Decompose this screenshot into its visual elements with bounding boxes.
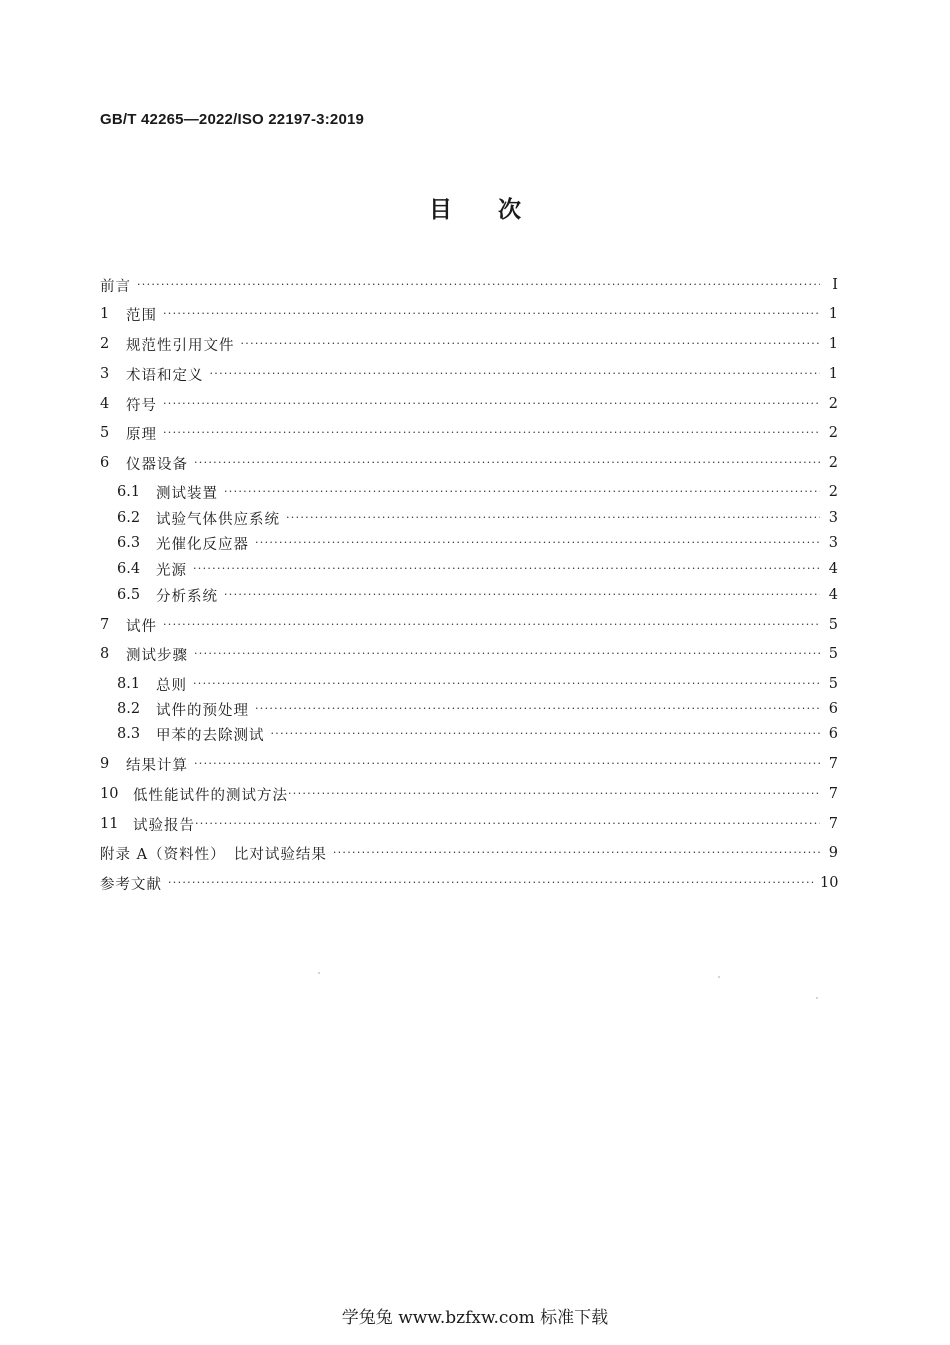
toc-entry-label: 试验气体供应系统 (156, 511, 280, 528)
toc-entry-label: 试件的预处理 (156, 702, 249, 719)
watermark-footer: 学兔兔 www.bzfxw.com 标准下载 (341, 1308, 609, 1328)
toc-entry-page: Ⅰ (832, 277, 838, 293)
toc-entry-number: 6.5 (117, 587, 141, 603)
toc-entry-6-5[interactable] (117, 584, 838, 606)
toc-entry-label: 分析系统 (156, 588, 218, 605)
toc-entry-label: 甲苯的去除测试 (156, 727, 265, 744)
toc-entry-label: 结果计算 (126, 757, 188, 774)
toc-entry-page: 5 (828, 676, 838, 692)
toc-entry-number: 6.3 (117, 535, 141, 551)
table-of-contents (100, 0, 838, 1345)
toc-entry-page: 10 (820, 875, 839, 891)
toc-entry-bibliography[interactable] (100, 872, 838, 894)
toc-entry-10[interactable] (100, 783, 838, 805)
toc-entry-page: 5 (828, 617, 838, 633)
toc-entry-9[interactable] (100, 753, 838, 775)
toc-entry-6-2[interactable] (117, 507, 838, 529)
dot-leader (255, 698, 820, 720)
toc-entry-page: 7 (828, 816, 838, 832)
dot-leader (210, 363, 821, 385)
toc-entry-label: 光催化反应器 (156, 536, 249, 553)
toc-entry-label: 试验报告 (133, 817, 195, 834)
dot-leader (163, 614, 820, 636)
toc-entry-number: 10 (100, 786, 119, 802)
dot-leader (224, 584, 820, 606)
dot-leader (333, 842, 820, 864)
dot-leader (168, 872, 814, 894)
toc-entry-6-4[interactable] (117, 558, 838, 580)
toc-entry-5[interactable] (100, 422, 838, 444)
dot-leader (137, 274, 820, 296)
toc-entry-label: 参考文献 (100, 876, 162, 893)
dot-leader (195, 813, 820, 835)
toc-entry-6-3[interactable] (117, 532, 838, 554)
dot-leader (271, 723, 821, 745)
dot-leader (241, 333, 821, 355)
page-title: 目 次 (429, 197, 521, 223)
dot-leader (163, 422, 820, 444)
toc-entry-number: 2 (100, 336, 110, 352)
toc-entry-number: 8.1 (117, 676, 141, 692)
toc-entry-foreword[interactable] (100, 274, 838, 296)
toc-entry-label: 仪器设备 (126, 456, 188, 473)
toc-entry-6[interactable] (100, 452, 838, 474)
toc-entry-label: 规范性引用文件 (126, 337, 235, 354)
toc-entry-number: 8.3 (117, 726, 141, 742)
toc-entry-number: 6.4 (117, 561, 141, 577)
toc-entry-label: 附录 A（资料性） 比对试验结果 (100, 846, 327, 863)
dot-leader (224, 481, 820, 503)
dot-leader (163, 303, 820, 325)
dot-leader (163, 393, 820, 415)
toc-entry-4[interactable] (100, 393, 838, 415)
toc-entry-page: 1 (828, 366, 838, 382)
toc-entry-label: 前言 (100, 278, 131, 295)
toc-entry-page: 7 (828, 756, 838, 772)
toc-entry-label: 总则 (156, 677, 187, 694)
toc-entry-label: 测试装置 (156, 485, 218, 502)
toc-entry-page: 1 (828, 336, 838, 352)
toc-entry-label: 光源 (156, 562, 187, 579)
dot-leader (194, 753, 820, 775)
toc-entry-number: 4 (100, 396, 110, 412)
toc-entry-page: 5 (828, 646, 838, 662)
dot-leader (193, 673, 820, 695)
toc-entry-number: 3 (100, 366, 110, 382)
toc-entry-page: 1 (828, 306, 838, 322)
toc-entry-page: 3 (828, 510, 838, 526)
scan-speck (318, 972, 320, 974)
toc-entry-6-1[interactable] (117, 481, 838, 503)
toc-entry-label: 低性能试件的测试方法 (133, 787, 288, 804)
toc-entry-3[interactable] (100, 363, 838, 385)
toc-entry-annex-a[interactable] (100, 842, 838, 864)
toc-entry-label: 试件 (126, 618, 157, 635)
toc-entry-number: 8.2 (117, 701, 141, 717)
toc-entry-page: 2 (828, 455, 838, 471)
standard-code: GB/T 42265—2022/ISO 22197-3:2019 (100, 111, 365, 128)
dot-leader (194, 643, 820, 665)
toc-entry-8-3[interactable] (117, 723, 838, 745)
toc-entry-page: 4 (828, 587, 838, 603)
toc-entry-number: 6 (100, 455, 110, 471)
toc-entry-number: 6.1 (117, 484, 141, 500)
toc-entry-label: 原理 (126, 426, 157, 443)
toc-entry-1[interactable] (100, 303, 838, 325)
toc-entry-number: 8 (100, 646, 110, 662)
toc-entry-label: 符号 (126, 397, 157, 414)
scan-speck (718, 976, 720, 978)
dot-leader (193, 558, 820, 580)
toc-entry-7[interactable] (100, 614, 838, 636)
toc-entry-label: 测试步骤 (126, 647, 188, 664)
toc-entry-page: 3 (828, 535, 838, 551)
toc-entry-page: 2 (828, 396, 838, 412)
toc-entry-label: 术语和定义 (126, 367, 204, 384)
toc-entry-11[interactable] (100, 813, 838, 835)
scan-speck (816, 997, 818, 999)
toc-entry-number: 11 (100, 816, 119, 832)
dot-leader (255, 532, 820, 554)
toc-entry-page: 2 (828, 484, 838, 500)
dot-leader (194, 452, 820, 474)
toc-entry-page: 6 (828, 726, 838, 742)
toc-entry-number: 7 (100, 617, 110, 633)
toc-entry-number: 6.2 (117, 510, 141, 526)
toc-entry-number: 9 (100, 756, 110, 772)
toc-entry-number: 1 (100, 306, 110, 322)
toc-entry-8-1[interactable] (117, 673, 838, 695)
toc-entry-page: 6 (828, 701, 838, 717)
toc-entry-8-2[interactable] (117, 698, 838, 720)
toc-entry-label: 范围 (126, 307, 157, 324)
toc-entry-8[interactable] (100, 643, 838, 665)
toc-entry-page: 4 (828, 561, 838, 577)
toc-entry-page: 9 (828, 845, 838, 861)
dot-leader (288, 783, 820, 805)
toc-entry-number: 5 (100, 425, 110, 441)
toc-entry-page: 2 (828, 425, 838, 441)
dot-leader (286, 507, 820, 529)
toc-entry-page: 7 (828, 786, 838, 802)
toc-entry-2[interactable] (100, 333, 838, 355)
